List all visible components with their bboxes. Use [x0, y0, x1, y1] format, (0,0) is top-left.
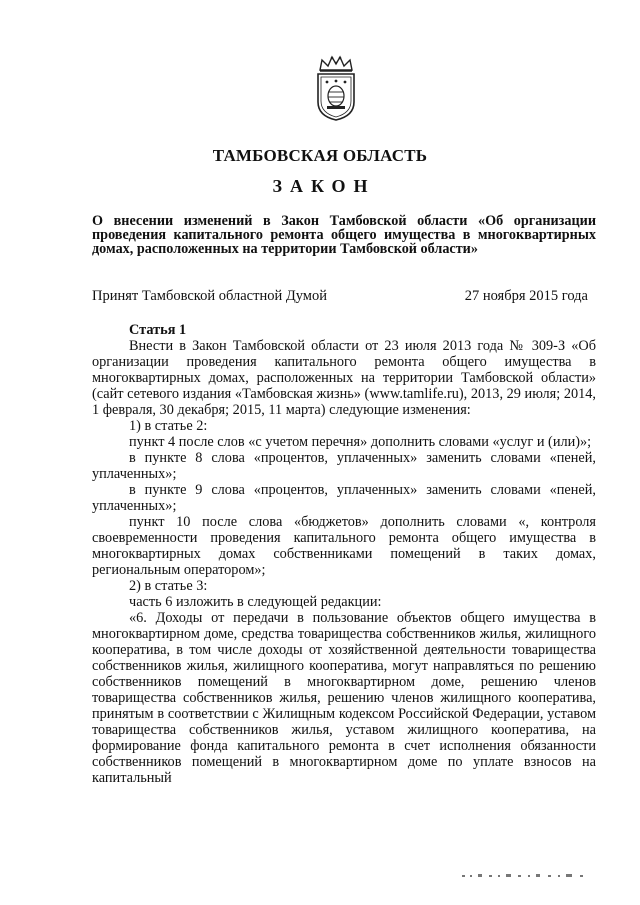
document-type-title: ЗАКОН — [272, 176, 376, 196]
adoption-line — [92, 288, 596, 305]
paragraph: «6. Доходы от передачи в пользование объектов общего имущества в многоквартирном доме, средства товарищества собственников жилья, жилищного кооператива, в том числе доходы от хозяйственной деятельности товарищества собственников жилья, жилищного кооператива, могут направляться по решению собственников помещений в многоквартирном доме, решению членов товарищества собственников жилья, решению членов жилищного кооператива, принятым в соответствии с Жилищным кодексом Российской Федерации, уставом товарищества собственников жилья, уставом жилищного кооператива, на формирование фонда капитального ремонта в счет исполнения обязанности собственников помещений в многоквартирном доме по уплате взносов на капитальный — [92, 610, 596, 786]
paragraph: в пункте 8 слова «процентов, уплаченных» заменить словами «пеней, уплаченных»; — [92, 450, 596, 482]
paragraph: в пункте 9 слова «процентов, уплаченных» заменить словами «пеней, уплаченных»; — [92, 482, 596, 514]
paragraph: 1) в статье 2: — [129, 418, 208, 434]
adoption-date: 27 ноября 2015 года — [464, 288, 588, 304]
region-title: ТАМБОВСКАЯ ОБЛАСТЬ — [212, 146, 428, 165]
paragraph: пункт 10 после слова «бюджетов» дополнить словами «, контроля своевременности проведения капитального ремонта общего имущества в многоквартирных домах собственниками помещений в таких домах, региональным оператором»; — [92, 514, 596, 578]
paragraph: пункт 4 после слов «с учетом перечня» дополнить словами «услуг и (или)»; — [129, 434, 592, 450]
paragraph: часть 6 изложить в следующей редакции: — [129, 594, 382, 610]
adopted-by: Принят Тамбовской областной Думой — [92, 288, 327, 304]
article-title: Статья 1 — [129, 322, 187, 338]
article-body — [92, 322, 596, 786]
paragraph: 2) в статье 3: — [129, 578, 208, 594]
paragraph: Внести в Закон Тамбовской области от 23 июля 2013 года № 309-З «Об организации проведения капитального ремонта общего имущества в многоквартирных домах, расположенных на территории Тамбовской области» (сайт сетевого издания «Тамбовская жизнь» (www.tamlife.ru), 2013, 29 июля; 2014, 1 февраля, 30 декабря; 2015, 11 марта) следующие изменения: — [92, 338, 596, 418]
page-mark — [462, 872, 590, 880]
law-subject-title: О внесении изменений в Закон Тамбовской области «Об организации проведения капитального ремонта общего имущества в многоквартирных домах, расположенных на территории Тамбовской области» — [92, 213, 596, 257]
tambov-coat-of-arms-icon — [312, 54, 360, 122]
